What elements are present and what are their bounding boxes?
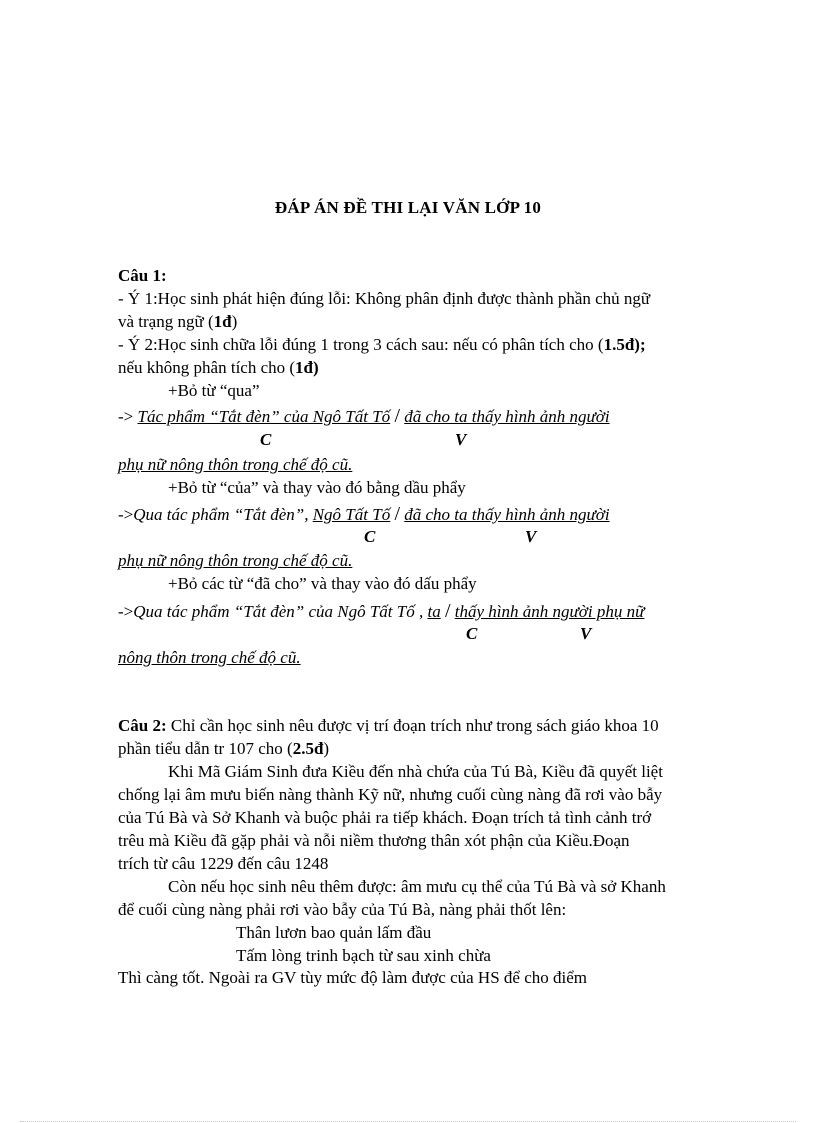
option-1-arrow: -> [118, 407, 138, 426]
question-2-intro: Chỉ cần học sinh nêu được vị trí đoạn trích như trong sách giáo khoa 10 [166, 716, 659, 735]
verse-line: Thân lươn bao quản lấm đầu [236, 923, 432, 942]
q1-point-2b-close: ) [313, 358, 319, 377]
option-3-subject: ta [427, 602, 441, 621]
question-2-score-close: ) [323, 739, 330, 758]
q1-point-2-text: - Ý 2:Học sinh chữa lỗi đúng 1 trong 3 cách sau: nếu có phân tích cho ( [118, 335, 604, 354]
option-1-slash: / [394, 405, 400, 427]
option-3-predicate: thấy hình ảnh người phụ nữ [454, 602, 645, 621]
page-bottom-divider [20, 1121, 796, 1122]
option-2-arrow: -> [118, 505, 134, 524]
option-1-instruction: +Bỏ từ “qua” [168, 381, 260, 400]
q1-point-1-line-2 [118, 311, 237, 333]
option-1-subject-label: C [260, 430, 272, 449]
q1-point-2b-score: 1đ [295, 358, 314, 377]
option-3-slash: / [444, 600, 451, 622]
option-1-subject: Tác phẩm “Tắt đèn” của Ngô Tất Tố [137, 407, 391, 426]
q1-point-1-score: 1đ [213, 312, 232, 331]
option-2-subject: Ngô Tất Tố [312, 505, 391, 524]
option-3-predicate-label: V [580, 624, 592, 643]
verse-line: Tấm lòng trinh bạch từ sau xinh chừa [236, 946, 491, 965]
paragraph-1-line: trêu mà Kiều đã gặp phải và nỗi niềm thương thân xót phận của Kiều.Đoạn [118, 831, 630, 850]
question-2-heading: Câu 2: [118, 716, 167, 735]
question-2-score: 2.5đ [292, 739, 324, 758]
option-1-predicate: đã cho ta thấy hình ảnh người [404, 407, 610, 426]
option-3-arrow: -> [118, 602, 134, 621]
option-3-subject-label: C [466, 624, 478, 643]
option-2-lead: Qua tác phẩm “Tắt đèn”, [133, 505, 313, 524]
q1-point-2-line-2 [118, 357, 319, 379]
paragraph-1-line: của Tú Bà và Sở Khanh và buộc phải ra tiếp khách. Đoạn trích tả tình cảnh trớ [118, 808, 652, 827]
document-title: ĐÁP ÁN ĐỀ THI LẠI VĂN LỚP 10 [274, 198, 542, 217]
option-2-continuation: phụ nữ nông thôn trong chế độ cũ. [118, 551, 353, 570]
q1-point-1-text: và trạng ngữ ( [118, 312, 214, 331]
option-1-predicate-label: V [455, 430, 467, 449]
question-1-heading: Câu 1: [118, 266, 167, 285]
option-2-predicate-label: V [525, 527, 537, 546]
option-3-lead: Qua tác phẩm “Tắt đèn” của Ngô Tất Tố , [133, 602, 428, 621]
q1-point-1-line-1: - Ý 1:Học sinh phát hiện đúng lỗi: Không phân định được thành phần chủ ngữ [118, 289, 651, 308]
paragraph-1-line: Khi Mã Giám Sinh đưa Kiều đến nhà chứa của Tú Bà, Kiều đã quyết liệt [168, 762, 663, 781]
question-2-score-text: phần tiểu dẫn tr 107 cho ( [118, 739, 293, 758]
option-2-instruction: +Bỏ từ “của” và thay vào đó bằng dầu phẩy [168, 478, 466, 497]
option-2-subject-label: C [364, 527, 376, 546]
question-2-line-1 [118, 715, 659, 737]
q1-point-2b-text: nếu không phân tích cho ( [118, 358, 296, 377]
option-2-predicate: đã cho ta thấy hình ảnh người [404, 505, 610, 524]
q1-point-1-close: ) [231, 312, 238, 331]
q1-point-2-close: ); [634, 335, 646, 354]
question-2-line-2 [118, 738, 329, 760]
option-2-sentence [118, 503, 610, 526]
paragraph-1-line: chống lại âm mưu biến nàng thành Kỹ nữ, nhưng cuối cùng nàng đã rơi vào bẫy [118, 785, 663, 804]
paragraph-2-line: Còn nếu học sinh nêu thêm được: âm mưu cụ thể của Tú Bà và sở Khanh [168, 877, 666, 896]
closing-line: Thì càng tốt. Ngoài ra GV tùy mức độ làm được của HS để cho điểm [118, 968, 587, 987]
paragraph-2-line: để cuối cùng nàng phải rơi vào bẫy của Tú Bà, nàng phải thốt lên: [118, 900, 567, 919]
paragraph-1-line: trích từ câu 1229 đến câu 1248 [118, 854, 329, 873]
option-1-sentence [118, 405, 610, 428]
q1-point-2-score: 1.5đ [603, 335, 635, 354]
option-3-instruction: +Bỏ các từ “đã cho” và thay vào đó dấu phẩy [168, 574, 477, 593]
q1-point-2-line-1 [118, 334, 646, 356]
option-2-slash: / [394, 503, 401, 525]
option-3-continuation: nông thôn trong chế độ cũ. [118, 648, 301, 667]
option-1-continuation: phụ nữ nông thôn trong chế độ cũ. [118, 455, 353, 474]
option-3-sentence [118, 600, 644, 623]
